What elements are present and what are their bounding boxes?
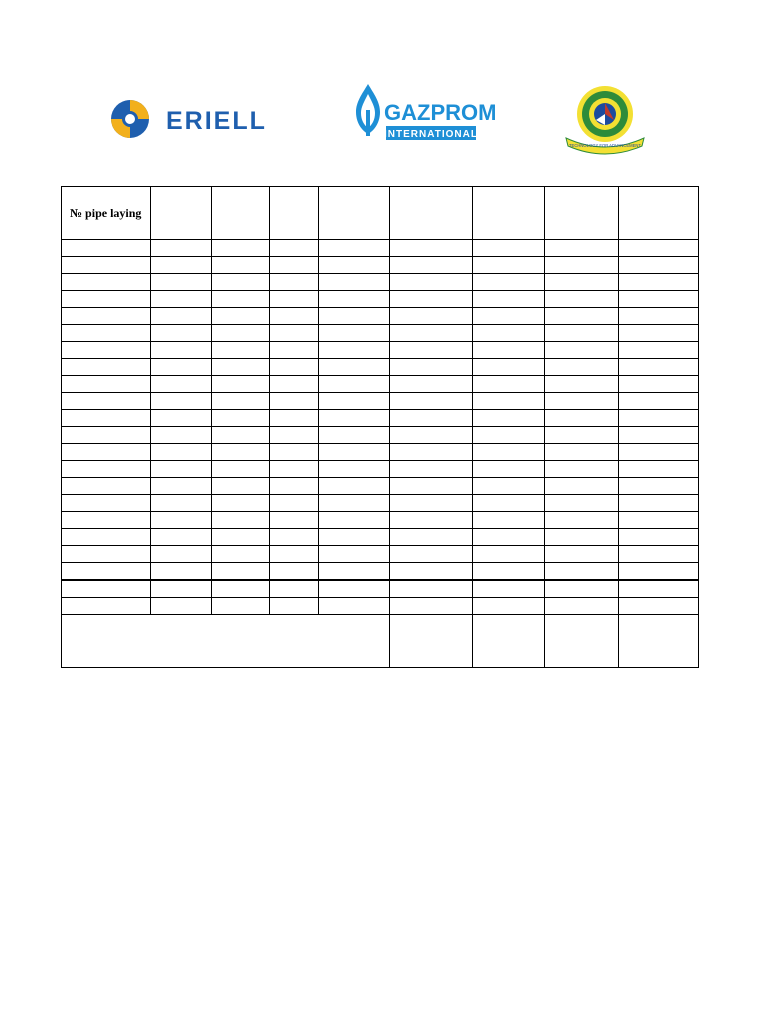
table-cell xyxy=(545,478,619,495)
table-cell xyxy=(270,291,319,308)
table-cell xyxy=(545,257,619,274)
table-cell xyxy=(545,376,619,393)
table-cell xyxy=(473,598,545,615)
header-cell xyxy=(619,187,699,240)
table-cell xyxy=(619,410,699,427)
table-cell xyxy=(545,427,619,444)
table-cell xyxy=(319,410,390,427)
table-cell xyxy=(270,342,319,359)
table-cell xyxy=(151,257,212,274)
table-cell xyxy=(390,325,473,342)
table-cell xyxy=(319,461,390,478)
table-cell xyxy=(270,257,319,274)
table-cell xyxy=(619,291,699,308)
table-cell xyxy=(212,359,270,376)
table-cell xyxy=(212,308,270,325)
table-cell xyxy=(545,291,619,308)
table-row xyxy=(62,308,699,325)
table-cell xyxy=(151,376,212,393)
table-row xyxy=(62,376,699,393)
table-cell xyxy=(151,495,212,512)
table-cell xyxy=(319,546,390,563)
table-cell xyxy=(151,427,212,444)
table-cell xyxy=(212,274,270,291)
table-row xyxy=(62,529,699,546)
table-cell xyxy=(62,410,151,427)
table-cell xyxy=(619,461,699,478)
table-cell xyxy=(473,291,545,308)
table-row xyxy=(62,359,699,376)
table-cell xyxy=(545,461,619,478)
table-cell xyxy=(319,580,390,598)
footer-cell xyxy=(473,615,545,668)
table-cell xyxy=(212,580,270,598)
table-cell xyxy=(473,461,545,478)
table-cell xyxy=(62,529,151,546)
table-cell xyxy=(270,274,319,291)
table-cell xyxy=(545,512,619,529)
table-cell xyxy=(319,495,390,512)
table-cell xyxy=(62,495,151,512)
table-cell xyxy=(390,376,473,393)
table-cell xyxy=(151,410,212,427)
table-row xyxy=(62,342,699,359)
table-cell xyxy=(619,342,699,359)
table-cell xyxy=(62,274,151,291)
table-cell xyxy=(151,308,212,325)
table-cell xyxy=(319,342,390,359)
table-cell xyxy=(270,598,319,615)
table-cell xyxy=(212,444,270,461)
footer-cell xyxy=(619,615,699,668)
table-cell xyxy=(319,240,390,257)
table-cell xyxy=(270,580,319,598)
table-cell xyxy=(390,308,473,325)
table-cell xyxy=(212,342,270,359)
table-cell xyxy=(62,461,151,478)
table-cell xyxy=(545,325,619,342)
table-cell xyxy=(473,529,545,546)
table-cell xyxy=(151,359,212,376)
table-cell xyxy=(270,359,319,376)
table-cell xyxy=(619,274,699,291)
table-cell xyxy=(545,274,619,291)
table-cell xyxy=(212,427,270,444)
table-cell xyxy=(212,512,270,529)
table-cell xyxy=(390,529,473,546)
table-cell xyxy=(151,342,212,359)
table-cell xyxy=(619,529,699,546)
table-cell xyxy=(270,410,319,427)
table-cell xyxy=(390,444,473,461)
table-cell xyxy=(151,444,212,461)
table-cell xyxy=(62,359,151,376)
table-cell xyxy=(151,546,212,563)
table-cell xyxy=(390,427,473,444)
header-cell xyxy=(270,187,319,240)
table-row xyxy=(62,461,699,478)
table-cell xyxy=(473,478,545,495)
table-cell xyxy=(390,512,473,529)
footer-cell xyxy=(545,615,619,668)
table-cell xyxy=(319,257,390,274)
header-pipe-laying: № pipe laying xyxy=(62,187,151,240)
table-row xyxy=(62,598,699,615)
table-cell xyxy=(62,478,151,495)
table-cell xyxy=(319,308,390,325)
table-cell xyxy=(151,240,212,257)
table-cell xyxy=(319,274,390,291)
table-cell xyxy=(212,461,270,478)
table-cell xyxy=(270,376,319,393)
table-cell xyxy=(390,546,473,563)
table-cell xyxy=(212,529,270,546)
table-cell xyxy=(473,563,545,581)
table-cell xyxy=(212,240,270,257)
table-cell xyxy=(619,546,699,563)
table-cell xyxy=(319,393,390,410)
table-cell xyxy=(270,546,319,563)
table-row xyxy=(62,478,699,495)
header-cell xyxy=(319,187,390,240)
table-cell xyxy=(619,512,699,529)
header-row xyxy=(62,187,699,240)
table-row xyxy=(62,427,699,444)
table-row xyxy=(62,546,699,563)
table-cell xyxy=(212,478,270,495)
table-cell xyxy=(319,291,390,308)
table-cell xyxy=(545,359,619,376)
table-cell xyxy=(212,393,270,410)
table-cell xyxy=(473,427,545,444)
table-cell xyxy=(545,598,619,615)
table-cell xyxy=(619,580,699,598)
table-cell xyxy=(473,444,545,461)
seal-motto: TECHNOLOGY FOR ADVANCEMENT xyxy=(569,143,641,148)
table-row xyxy=(62,444,699,461)
gazprom-logo xyxy=(342,80,497,146)
table-cell xyxy=(390,495,473,512)
table-cell xyxy=(212,546,270,563)
table-cell xyxy=(473,495,545,512)
table-cell xyxy=(62,563,151,581)
table-cell xyxy=(212,410,270,427)
table-row xyxy=(62,240,699,257)
table-cell xyxy=(390,580,473,598)
table-row xyxy=(62,512,699,529)
table-cell xyxy=(62,342,151,359)
table-cell xyxy=(270,393,319,410)
eriell-logo xyxy=(108,96,284,142)
table-cell xyxy=(270,512,319,529)
table-cell xyxy=(151,291,212,308)
table-cell xyxy=(319,563,390,581)
table-cell xyxy=(151,598,212,615)
table-cell xyxy=(62,512,151,529)
table-cell xyxy=(319,427,390,444)
table-cell xyxy=(545,240,619,257)
table-cell xyxy=(619,495,699,512)
header-cell xyxy=(390,187,473,240)
table-cell xyxy=(473,325,545,342)
table-cell xyxy=(545,393,619,410)
table-cell xyxy=(62,444,151,461)
gazprom-wordmark: GAZPROM xyxy=(384,100,497,125)
table-cell xyxy=(390,359,473,376)
table-cell xyxy=(62,257,151,274)
table-cell xyxy=(319,325,390,342)
table-cell xyxy=(212,563,270,581)
table-cell xyxy=(390,291,473,308)
table-cell xyxy=(390,478,473,495)
table-cell xyxy=(545,308,619,325)
table-cell xyxy=(619,427,699,444)
table-row xyxy=(62,563,699,581)
table-row xyxy=(62,410,699,427)
table-cell xyxy=(62,393,151,410)
table-cell xyxy=(619,325,699,342)
header-cell xyxy=(473,187,545,240)
table-cell xyxy=(473,308,545,325)
pipe-laying-table xyxy=(61,186,699,668)
table-cell xyxy=(619,257,699,274)
table-cell xyxy=(212,257,270,274)
table-cell xyxy=(545,495,619,512)
table-cell xyxy=(270,240,319,257)
table-cell xyxy=(151,325,212,342)
table-cell xyxy=(619,359,699,376)
table-cell xyxy=(270,495,319,512)
table-cell xyxy=(390,240,473,257)
table-cell xyxy=(151,393,212,410)
table-cell xyxy=(62,598,151,615)
table-cell xyxy=(212,325,270,342)
table-cell xyxy=(619,376,699,393)
table-cell xyxy=(270,529,319,546)
table-cell xyxy=(390,393,473,410)
table-cell xyxy=(270,427,319,444)
table-cell xyxy=(151,478,212,495)
table-cell xyxy=(390,274,473,291)
table-cell xyxy=(619,393,699,410)
table-cell xyxy=(270,308,319,325)
table-cell xyxy=(319,598,390,615)
table-cell xyxy=(545,580,619,598)
table-cell xyxy=(62,308,151,325)
footer-row xyxy=(62,615,699,668)
table-cell xyxy=(619,598,699,615)
table-cell xyxy=(62,240,151,257)
table-cell xyxy=(473,359,545,376)
footer-cell xyxy=(390,615,473,668)
table-row xyxy=(62,393,699,410)
table-cell xyxy=(212,598,270,615)
institute-seal xyxy=(562,84,648,154)
table-row xyxy=(62,274,699,291)
table-cell xyxy=(62,291,151,308)
table-cell xyxy=(473,274,545,291)
table-cell xyxy=(270,478,319,495)
table-row xyxy=(62,325,699,342)
header-cell xyxy=(212,187,270,240)
table-cell xyxy=(319,444,390,461)
table-cell xyxy=(545,529,619,546)
table-cell xyxy=(270,461,319,478)
table-cell xyxy=(545,546,619,563)
table-cell xyxy=(151,563,212,581)
table-cell xyxy=(319,512,390,529)
table-cell xyxy=(545,563,619,581)
table-cell xyxy=(473,580,545,598)
table-cell xyxy=(270,444,319,461)
table-cell xyxy=(545,444,619,461)
table-row xyxy=(62,580,699,598)
table-cell xyxy=(270,325,319,342)
table-cell xyxy=(212,376,270,393)
table-row xyxy=(62,257,699,274)
table-cell xyxy=(619,444,699,461)
table-cell xyxy=(473,410,545,427)
table-cell xyxy=(390,598,473,615)
table-cell xyxy=(390,342,473,359)
table-cell xyxy=(473,512,545,529)
table-cell xyxy=(151,529,212,546)
eriell-wordmark: ERIELL xyxy=(166,107,267,135)
table-row xyxy=(62,495,699,512)
table-cell xyxy=(619,308,699,325)
table-cell xyxy=(151,461,212,478)
table-cell xyxy=(473,240,545,257)
gazprom-tagline: INTERNATIONAL xyxy=(384,129,478,140)
table-cell xyxy=(62,427,151,444)
table-cell xyxy=(390,461,473,478)
table-row xyxy=(62,291,699,308)
table-cell xyxy=(473,376,545,393)
header-cell xyxy=(545,187,619,240)
table-cell xyxy=(212,495,270,512)
table-cell xyxy=(545,342,619,359)
table-cell xyxy=(390,563,473,581)
table-cell xyxy=(390,257,473,274)
table-cell xyxy=(151,580,212,598)
footer-merged-cell xyxy=(62,615,390,668)
table-cell xyxy=(62,546,151,563)
header-cell xyxy=(151,187,212,240)
table-cell xyxy=(619,240,699,257)
table-cell xyxy=(319,529,390,546)
table-cell xyxy=(62,376,151,393)
table-cell xyxy=(62,325,151,342)
table-cell xyxy=(151,274,212,291)
table-cell xyxy=(62,580,151,598)
table-cell xyxy=(319,478,390,495)
table-cell xyxy=(270,563,319,581)
table-cell xyxy=(390,410,473,427)
table-cell xyxy=(473,342,545,359)
table-cell xyxy=(212,291,270,308)
table-cell xyxy=(473,546,545,563)
table-cell xyxy=(473,257,545,274)
table-cell xyxy=(619,478,699,495)
table-cell xyxy=(319,376,390,393)
table-cell xyxy=(545,410,619,427)
table-cell xyxy=(151,512,212,529)
table-cell xyxy=(473,393,545,410)
table-cell xyxy=(619,563,699,581)
table-cell xyxy=(319,359,390,376)
